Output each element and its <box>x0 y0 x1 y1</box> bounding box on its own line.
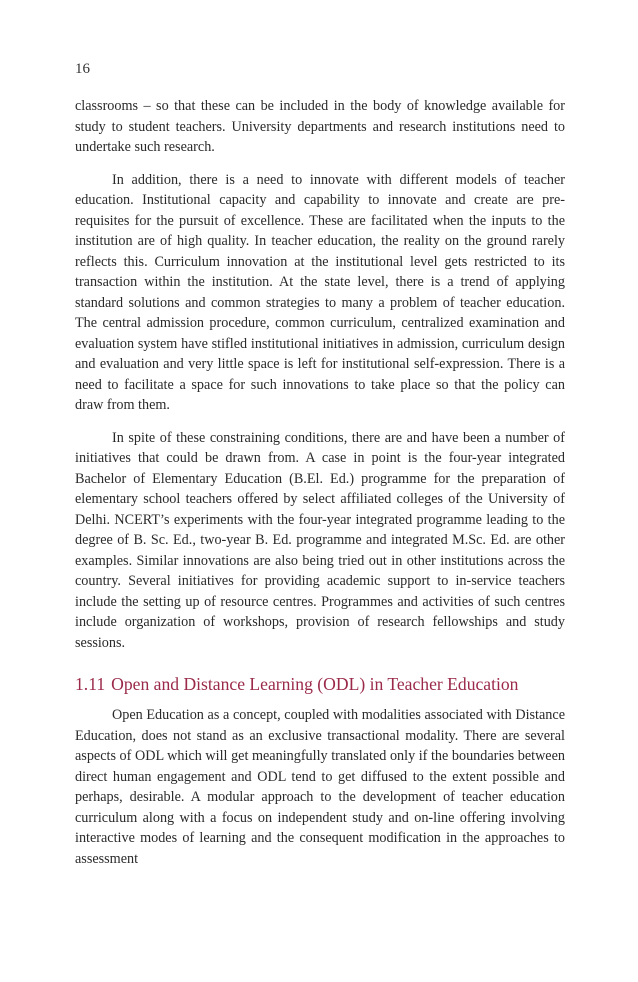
paragraph-initiatives: In spite of these constraining conditions, there are and have been a number of initiatives that could be drawn from. A case in point is the four-year integrated Bachelor of Elementary Education (B.El. Ed.) programme for the preparation of elementary school teachers offered by select affiliated colleges of the University of Delhi. NCERT’s experiments with the four-year integrated programme leading to the degree of B. Sc. Ed., two-year B. Ed. programme and integrated M.Sc. Ed. are other examples. Similar innovations are also being tried out in other institutions across the country. Several initiatives for providing academic support to in-service teachers include the setting up of resource centres. Programmes and activities of such centres include organization of workshops, provision of research fellowships and study sessions. <box>75 429 565 651</box>
document-body <box>75 96 565 881</box>
section-title: Open and Distance Learning (ODL) in Teacher Education <box>111 674 519 694</box>
section-heading <box>75 673 565 695</box>
paragraph-open-education: Open Education as a concept, coupled with modalities associated with Distance Education, does not stand as an exclusive transactional modality. There are several aspects of ODL which will get meaningfully translated only if the boundaries between direct human engagement and ODL tend to get diffused to the extent possible and perhaps, desirable. A modular approach to the development of teacher education curriculum along with a focus on independent study and on-line offering involving interactive modes of learning and the consequent modification in the approaches to assessment <box>75 707 565 867</box>
section-number: 1.11 <box>75 674 106 694</box>
page-number: 16 <box>75 61 90 77</box>
paragraph-continuation: classrooms – so that these can be included in the body of knowledge available for study to student teachers. University departments and research institutions need to undertake such research. <box>75 98 565 155</box>
paragraph-innovation: In addition, there is a need to innovate with different models of teacher education. Institutional capacity and capability to innovate and create are pre-requisites for the pursuit of excellence. These are facilitated when the inputs to the institution are of high quality. In teacher education, the reality on the ground rarely reflects this. Curriculum innovation at the institutional level gets restricted to its transaction within the institution. At the state level, there is a trend of applying standard solutions and common strategies to many a problem of teacher education. The central admission procedure, common curriculum, centralized examination and evaluation system have stifled institutional initiatives in admission, curriculum design and evaluation and very little space is left for institutional self-expression. There is a need to facilitate a space for such innovations to take place so that the policy can draw from them. <box>75 171 565 413</box>
